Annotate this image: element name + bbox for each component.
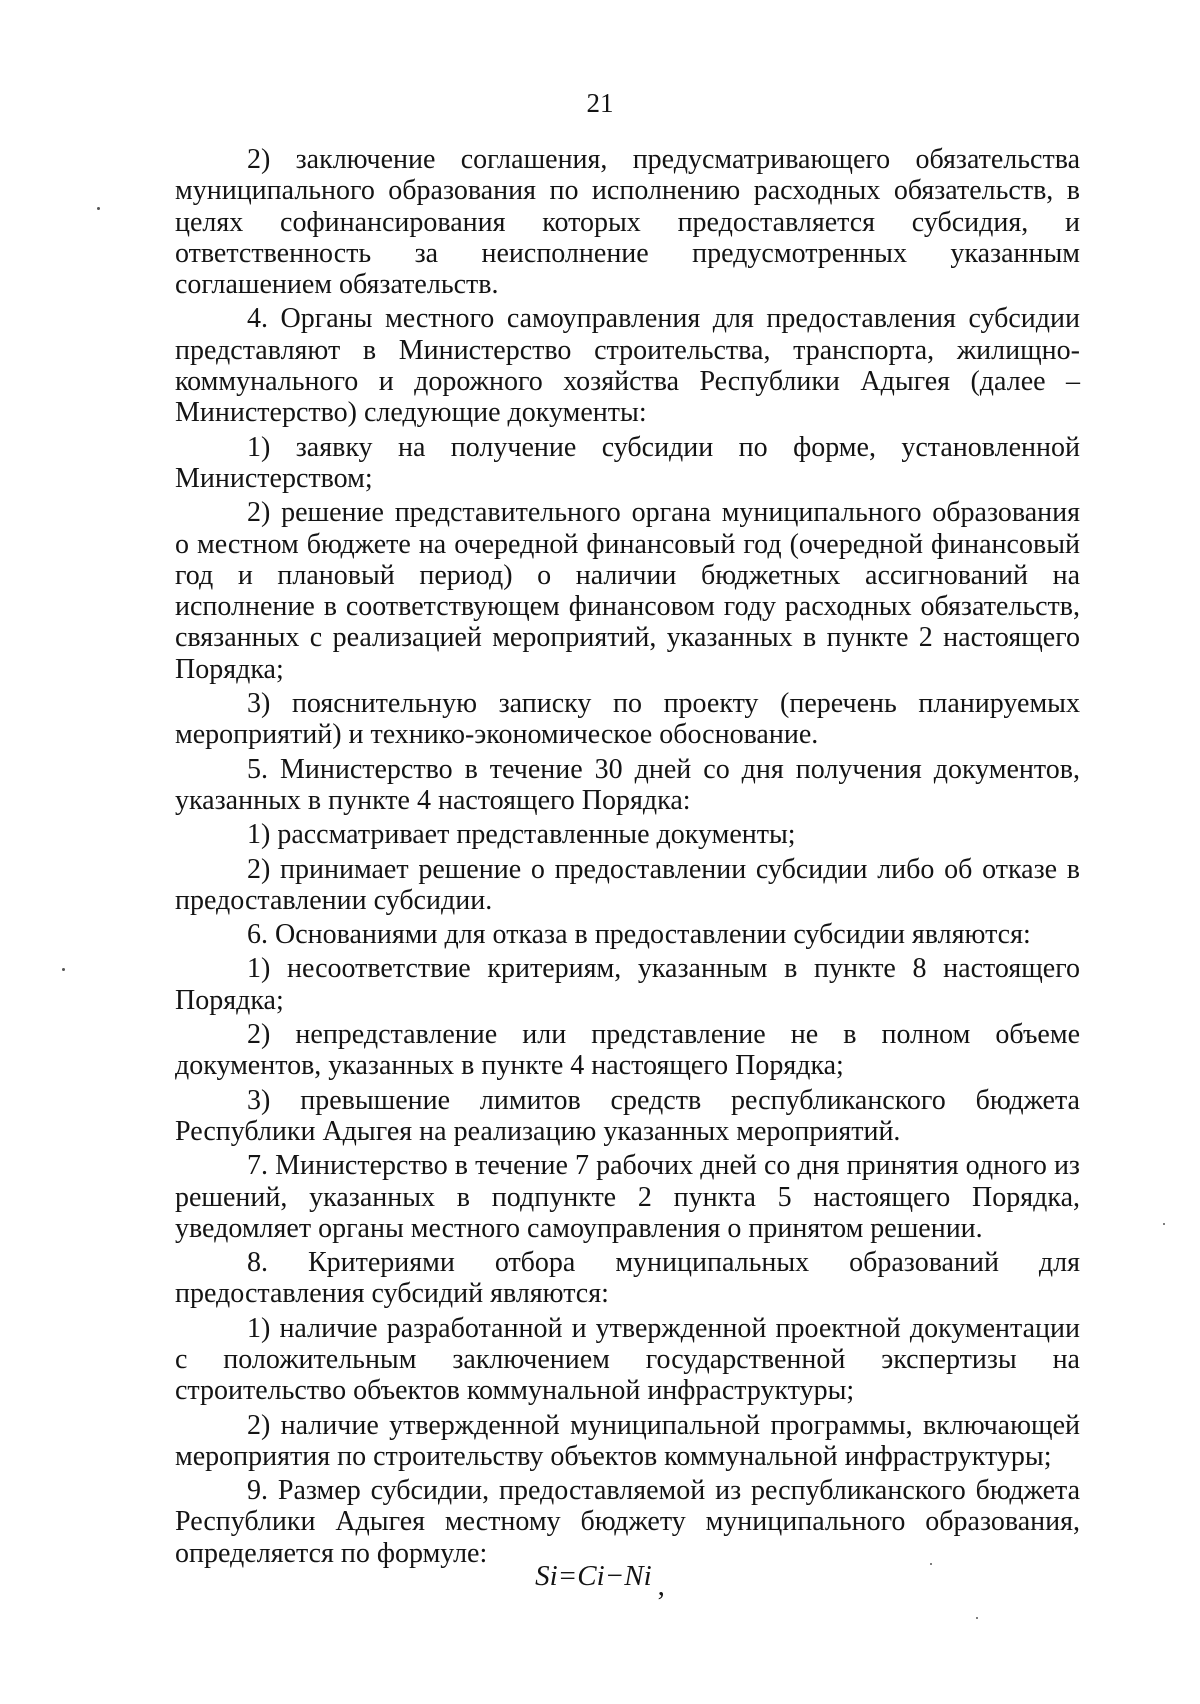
paragraph: 2) наличие утвержденной муниципальной программы, включающей мероприятия по строительству объектов коммунальной инфраструктуры; <box>175 1409 1080 1472</box>
paragraph: 8. Критериями отбора муниципальных образований для предоставления субсидий являются: <box>175 1247 1080 1310</box>
paragraph: 5. Министерство в течение 30 дней со дня получения документов, указанных в пункте 4 настоящего Порядка: <box>175 753 1080 816</box>
paragraph: 2) заключение соглашения, предусматривающего обязательства муниципального образования по исполнению расходных обязательств, в целях софинансирования которых предоставляется субсидия, и ответственность за неисполнение предусмотренных указанным соглашением обязательств. <box>175 144 1080 301</box>
paragraph: 1) рассматривает представленные документы; <box>247 819 796 851</box>
paragraph: 6. Основаниями для отказа в предоставлении субсидии являются: <box>247 919 1031 951</box>
paragraph: 1) наличие разработанной и утвержденной проектной документации с положительным заключением государственной экспертизы на строительство объектов коммунальной инфраструктуры; <box>175 1312 1080 1407</box>
paragraph: 9. Размер субсидии, предоставляемой из республиканского бюджета Республики Адыгея местному бюджету муниципального образования, определяется по формуле: <box>175 1475 1080 1569</box>
paragraph: 4. Органы местного самоуправления для предоставления субсидии представляют в Министерство строительства, транспорта, жилищно-коммунального и дорожного хозяйства Республики Адыгея (далее – Министерство) следующие документы: <box>175 303 1080 429</box>
document-body <box>175 144 1080 1572</box>
scan-speck <box>930 1563 932 1565</box>
paragraph: 3) превышение лимитов средств республиканского бюджета Республики Адыгея на реализацию указанных мероприятий. <box>175 1084 1080 1147</box>
scan-speck <box>976 1617 978 1619</box>
paragraph: 1) заявку на получение субсидии по форме, установленной Министерством; <box>175 431 1080 494</box>
paragraph: 7. Министерство в течение 7 рабочих дней со дня принятия одного из решений, указанных в подпункте 2 пункта 5 настоящего Порядка, уведомляет органы местного самоуправления о принятом решении. <box>175 1150 1080 1244</box>
page-number: 21 <box>586 88 614 118</box>
paragraph: 2) принимает решение о предоставлении субсидии либо об отказе в предоставлении субсидии. <box>175 853 1080 916</box>
formula-expression: Si=Ci−Ni <box>535 1560 652 1592</box>
scan-speck <box>1163 1223 1165 1225</box>
scan-speck <box>97 207 100 210</box>
formula <box>0 1560 1200 1602</box>
paragraph: 2) решение представительного органа муниципального образования о местном бюджете на очередной финансовый год (очередной финансовый год и плановый период) о наличии бюджетных ассигнований на исполнение в соответствующем финансовом году расходных обязательств, связанных с реализацией мероприятий, указанных в пункте 2 настоящего Порядка; <box>175 497 1080 685</box>
formula-comma: , <box>657 1570 665 1602</box>
paragraph: 1) несоответствие критериям, указанным в пункте 8 настоящего Порядка; <box>175 953 1080 1016</box>
paragraph: 3) пояснительную записку по проекту (перечень планируемых мероприятий) и технико-экономическое обоснование. <box>175 688 1080 751</box>
scan-speck <box>62 968 65 971</box>
paragraph: 2) непредставление или представление не в полном объеме документов, указанных в пункте 4 настоящего Порядка; <box>175 1019 1080 1082</box>
